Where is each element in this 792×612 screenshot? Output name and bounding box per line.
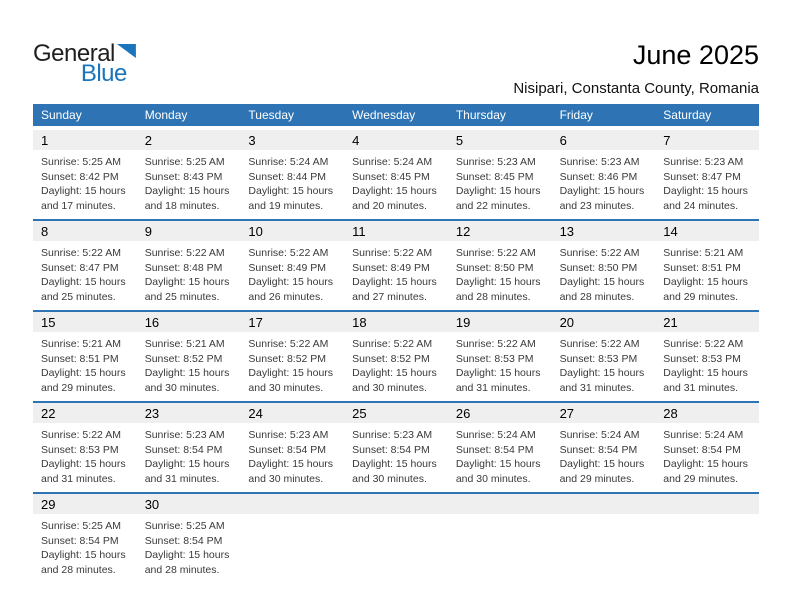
day-cell	[137, 494, 241, 583]
day-number: 14	[655, 221, 759, 241]
sunset-text: Sunset: 8:53 PM	[663, 352, 741, 365]
day-info	[33, 150, 137, 213]
day-cell	[655, 130, 759, 219]
daylight-text: Daylight: 15 hours and 29 minutes.	[663, 276, 748, 303]
day-info	[137, 514, 241, 577]
sunrise-text: Sunrise: 5:25 AM	[144, 520, 225, 532]
daylight-text: Daylight: 15 hours and 31 minutes.	[455, 367, 541, 394]
daylight-text: Daylight: 15 hours and 31 minutes.	[144, 458, 230, 485]
day-cell	[33, 312, 137, 401]
day-cell	[240, 130, 344, 219]
day-info	[344, 241, 448, 304]
day-number: 28	[655, 403, 759, 423]
day-number: 6	[552, 130, 656, 150]
day-number: 10	[240, 221, 344, 241]
day-number: 19	[448, 312, 552, 332]
sunrise-text: Sunrise: 5:21 AM	[144, 338, 225, 350]
day-info	[655, 332, 759, 395]
sunset-text: Sunset: 8:53 PM	[455, 352, 534, 365]
day-cell	[33, 403, 137, 492]
sunset-text: Sunset: 8:54 PM	[455, 443, 534, 456]
daylight-text: Daylight: 15 hours and 25 minutes.	[41, 276, 126, 303]
day-info	[344, 423, 448, 486]
weekday-header-wednesday: Wednesday	[352, 108, 416, 122]
sunrise-text: Sunrise: 5:24 AM	[248, 156, 329, 168]
sunset-text: Sunset: 8:46 PM	[559, 170, 638, 183]
day-number	[552, 494, 656, 514]
day-cell	[655, 312, 759, 401]
sunrise-text: Sunrise: 5:22 AM	[455, 247, 536, 259]
daylight-text: Daylight: 15 hours and 30 minutes.	[352, 458, 437, 485]
day-cell	[33, 130, 137, 219]
day-number: 15	[33, 312, 137, 332]
day-info	[552, 423, 656, 486]
weekday-row	[33, 104, 759, 126]
day-cell	[448, 221, 552, 310]
sunrise-text: Sunrise: 5:22 AM	[559, 338, 640, 350]
week-row	[33, 401, 759, 492]
day-number: 4	[344, 130, 448, 150]
day-number	[240, 494, 344, 514]
daylight-text: Daylight: 15 hours and 28 minutes.	[559, 276, 645, 303]
day-info	[240, 241, 344, 304]
daylight-text: Daylight: 15 hours and 18 minutes.	[144, 185, 230, 212]
day-number: 12	[448, 221, 552, 241]
day-number	[344, 494, 448, 514]
daylight-text: Daylight: 15 hours and 20 minutes.	[352, 185, 437, 212]
day-info	[552, 150, 656, 213]
day-number: 2	[137, 130, 241, 150]
sunset-text: Sunset: 8:45 PM	[352, 170, 430, 183]
sunset-text: Sunset: 8:54 PM	[352, 443, 430, 456]
daylight-text: Daylight: 15 hours and 26 minutes.	[248, 276, 334, 303]
general-blue-logo	[33, 42, 136, 86]
day-cell	[344, 312, 448, 401]
sunrise-text: Sunrise: 5:23 AM	[144, 429, 225, 441]
day-info	[137, 332, 241, 395]
sunrise-text: Sunrise: 5:22 AM	[352, 247, 433, 259]
day-info	[33, 332, 137, 395]
daylight-text: Daylight: 15 hours and 23 minutes.	[559, 185, 645, 212]
sunrise-text: Sunrise: 5:22 AM	[663, 338, 744, 350]
sunset-text: Sunset: 8:53 PM	[41, 443, 119, 456]
day-info	[137, 241, 241, 304]
day-number: 16	[137, 312, 241, 332]
sunrise-text: Sunrise: 5:23 AM	[248, 429, 329, 441]
day-info	[448, 423, 552, 486]
sunset-text: Sunset: 8:49 PM	[248, 261, 327, 274]
day-cell	[240, 403, 344, 492]
day-info	[240, 332, 344, 395]
sunset-text: Sunset: 8:50 PM	[455, 261, 534, 274]
day-cell	[240, 312, 344, 401]
day-info	[552, 241, 656, 304]
sunset-text: Sunset: 8:51 PM	[41, 352, 119, 365]
sunrise-text: Sunrise: 5:24 AM	[559, 429, 640, 441]
day-info	[240, 423, 344, 486]
daylight-text: Daylight: 15 hours and 30 minutes.	[352, 367, 437, 394]
day-cell	[552, 312, 656, 401]
daylight-text: Daylight: 15 hours and 31 minutes.	[559, 367, 645, 394]
sunrise-text: Sunrise: 5:25 AM	[41, 156, 121, 168]
day-number	[655, 494, 759, 514]
week-row	[33, 310, 759, 401]
day-number: 24	[240, 403, 344, 423]
daylight-text: Daylight: 15 hours and 28 minutes.	[41, 549, 126, 576]
day-info	[344, 332, 448, 395]
day-cell	[655, 221, 759, 310]
daylight-text: Daylight: 15 hours and 22 minutes.	[455, 185, 541, 212]
sunrise-text: Sunrise: 5:22 AM	[559, 247, 640, 259]
day-info	[33, 241, 137, 304]
weekday-header-thursday: Thursday	[455, 108, 506, 122]
empty-day-cell	[240, 494, 344, 583]
day-cell	[344, 403, 448, 492]
day-number: 7	[655, 130, 759, 150]
logo-triangle-icon	[117, 44, 136, 58]
daylight-text: Daylight: 15 hours and 28 minutes.	[144, 549, 230, 576]
daylight-text: Daylight: 15 hours and 27 minutes.	[352, 276, 437, 303]
day-cell	[240, 221, 344, 310]
month-calendar	[33, 104, 759, 583]
daylight-text: Daylight: 15 hours and 29 minutes.	[559, 458, 645, 485]
day-cell	[448, 130, 552, 219]
calendar-grid	[33, 128, 759, 583]
daylight-text: Daylight: 15 hours and 30 minutes.	[455, 458, 541, 485]
day-number: 30	[137, 494, 241, 514]
sunset-text: Sunset: 8:50 PM	[559, 261, 638, 274]
day-info	[240, 150, 344, 213]
logo-text-general: General	[33, 40, 115, 67]
day-cell	[448, 403, 552, 492]
sunrise-text: Sunrise: 5:24 AM	[352, 156, 433, 168]
day-number: 5	[448, 130, 552, 150]
sunset-text: Sunset: 8:52 PM	[352, 352, 430, 365]
sunset-text: Sunset: 8:54 PM	[41, 534, 119, 547]
day-info	[448, 241, 552, 304]
daylight-text: Daylight: 15 hours and 25 minutes.	[144, 276, 230, 303]
day-cell	[137, 130, 241, 219]
day-info	[552, 332, 656, 395]
sunrise-text: Sunrise: 5:22 AM	[41, 429, 121, 441]
sunrise-text: Sunrise: 5:22 AM	[248, 247, 329, 259]
page-title: June 2025	[632, 40, 759, 70]
day-cell	[137, 403, 241, 492]
day-number: 1	[33, 130, 137, 150]
daylight-text: Daylight: 15 hours and 29 minutes.	[663, 458, 748, 485]
week-row	[33, 128, 759, 219]
day-cell	[33, 221, 137, 310]
sunset-text: Sunset: 8:54 PM	[559, 443, 638, 456]
daylight-text: Daylight: 15 hours and 28 minutes.	[455, 276, 541, 303]
day-number: 26	[448, 403, 552, 423]
day-info	[137, 150, 241, 213]
day-number: 25	[344, 403, 448, 423]
sunrise-text: Sunrise: 5:23 AM	[559, 156, 640, 168]
day-info	[33, 514, 137, 577]
day-cell	[552, 221, 656, 310]
day-info	[448, 332, 552, 395]
daylight-text: Daylight: 15 hours and 17 minutes.	[41, 185, 126, 212]
day-cell	[137, 312, 241, 401]
day-cell	[344, 130, 448, 219]
week-row	[33, 492, 759, 583]
weekday-header-tuesday: Tuesday	[248, 108, 295, 122]
day-info	[137, 423, 241, 486]
sunset-text: Sunset: 8:52 PM	[248, 352, 327, 365]
day-number: 11	[344, 221, 448, 241]
weekday-header-monday: Monday	[144, 108, 188, 122]
weekday-header-friday: Friday	[559, 108, 593, 122]
daylight-text: Daylight: 15 hours and 24 minutes.	[663, 185, 748, 212]
day-number: 22	[33, 403, 137, 423]
day-number: 8	[33, 221, 137, 241]
weekday-header-sunday: Sunday	[41, 108, 82, 122]
day-info	[344, 150, 448, 213]
sunrise-text: Sunrise: 5:23 AM	[663, 156, 744, 168]
day-number: 20	[552, 312, 656, 332]
sunset-text: Sunset: 8:47 PM	[41, 261, 119, 274]
day-number: 18	[344, 312, 448, 332]
empty-day-cell	[655, 494, 759, 583]
daylight-text: Daylight: 15 hours and 29 minutes.	[41, 367, 126, 394]
sunset-text: Sunset: 8:48 PM	[144, 261, 223, 274]
sunset-text: Sunset: 8:54 PM	[663, 443, 741, 456]
sunrise-text: Sunrise: 5:22 AM	[248, 338, 329, 350]
day-number: 21	[655, 312, 759, 332]
day-number: 9	[137, 221, 241, 241]
day-number: 17	[240, 312, 344, 332]
day-cell	[137, 221, 241, 310]
day-number: 27	[552, 403, 656, 423]
daylight-text: Daylight: 15 hours and 30 minutes.	[144, 367, 230, 394]
sunrise-text: Sunrise: 5:22 AM	[41, 247, 121, 259]
day-cell	[655, 403, 759, 492]
day-number	[448, 494, 552, 514]
day-cell	[552, 130, 656, 219]
sunrise-text: Sunrise: 5:23 AM	[352, 429, 433, 441]
day-info	[655, 241, 759, 304]
sunset-text: Sunset: 8:54 PM	[144, 443, 223, 456]
daylight-text: Daylight: 15 hours and 30 minutes.	[248, 367, 334, 394]
sunrise-text: Sunrise: 5:25 AM	[144, 156, 225, 168]
day-number: 29	[33, 494, 137, 514]
location-subtitle: Nisipari, Constanta County, Romania	[513, 80, 759, 97]
sunset-text: Sunset: 8:54 PM	[144, 534, 223, 547]
daylight-text: Daylight: 15 hours and 30 minutes.	[248, 458, 334, 485]
week-row	[33, 219, 759, 310]
day-number: 13	[552, 221, 656, 241]
sunset-text: Sunset: 8:52 PM	[144, 352, 223, 365]
sunrise-text: Sunrise: 5:23 AM	[455, 156, 536, 168]
sunset-text: Sunset: 8:51 PM	[663, 261, 741, 274]
sunset-text: Sunset: 8:43 PM	[144, 170, 223, 183]
sunrise-text: Sunrise: 5:24 AM	[663, 429, 744, 441]
sunset-text: Sunset: 8:49 PM	[352, 261, 430, 274]
day-info	[448, 150, 552, 213]
daylight-text: Daylight: 15 hours and 31 minutes.	[41, 458, 126, 485]
sunrise-text: Sunrise: 5:25 AM	[41, 520, 121, 532]
day-info	[33, 423, 137, 486]
day-cell	[448, 312, 552, 401]
day-info	[655, 150, 759, 213]
empty-day-cell	[344, 494, 448, 583]
empty-day-cell	[448, 494, 552, 583]
weekday-header-saturday: Saturday	[663, 108, 712, 122]
day-cell	[552, 403, 656, 492]
daylight-text: Daylight: 15 hours and 31 minutes.	[663, 367, 748, 394]
sunset-text: Sunset: 8:47 PM	[663, 170, 741, 183]
day-number: 23	[137, 403, 241, 423]
sunrise-text: Sunrise: 5:24 AM	[455, 429, 536, 441]
sunset-text: Sunset: 8:42 PM	[41, 170, 119, 183]
header-titles	[260, 40, 759, 97]
logo-text-blue: Blue	[80, 60, 127, 87]
sunrise-text: Sunrise: 5:21 AM	[41, 338, 121, 350]
day-cell	[33, 494, 137, 583]
sunset-text: Sunset: 8:54 PM	[248, 443, 327, 456]
sunset-text: Sunset: 8:53 PM	[559, 352, 638, 365]
daylight-text: Daylight: 15 hours and 19 minutes.	[248, 185, 334, 212]
sunrise-text: Sunrise: 5:21 AM	[663, 247, 744, 259]
sunset-text: Sunset: 8:44 PM	[248, 170, 327, 183]
sunrise-text: Sunrise: 5:22 AM	[144, 247, 225, 259]
sunset-text: Sunset: 8:45 PM	[455, 170, 534, 183]
day-number: 3	[240, 130, 344, 150]
sunrise-text: Sunrise: 5:22 AM	[352, 338, 433, 350]
day-cell	[344, 221, 448, 310]
empty-day-cell	[552, 494, 656, 583]
day-info	[655, 423, 759, 486]
sunrise-text: Sunrise: 5:22 AM	[455, 338, 536, 350]
